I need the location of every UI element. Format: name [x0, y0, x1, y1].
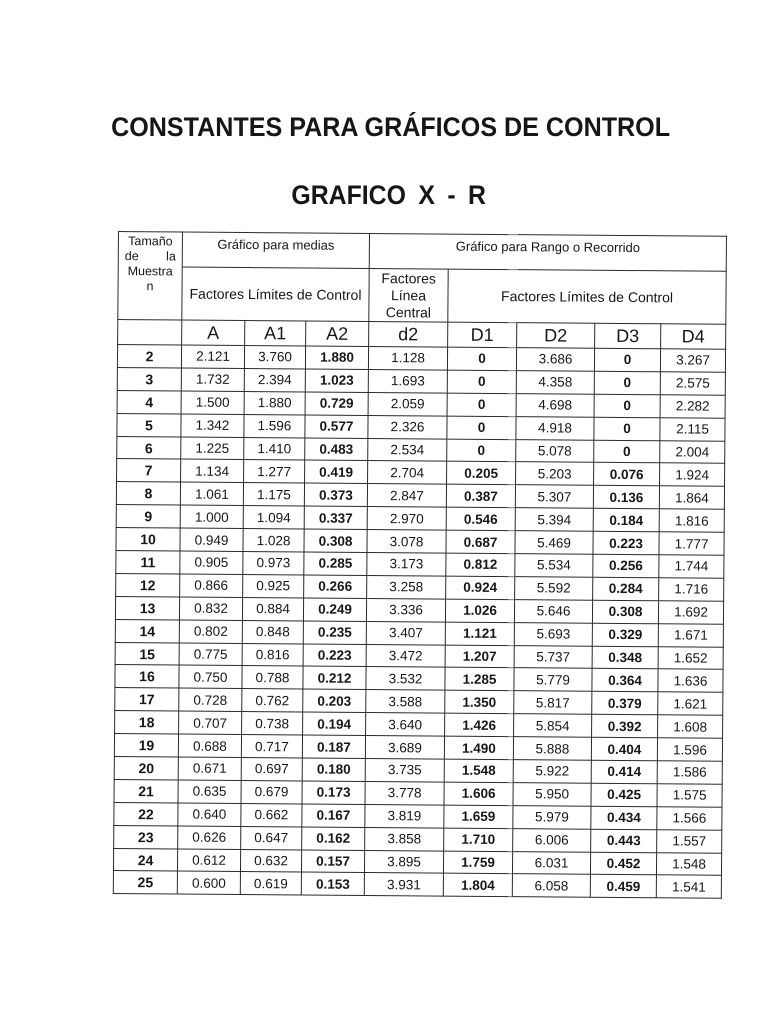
constant-value-cell: 0: [447, 347, 516, 370]
sample-size-cell: 20: [114, 757, 178, 780]
constant-value-cell: 3.532: [366, 667, 445, 691]
constant-value-cell: 1.350: [445, 690, 514, 713]
sample-size-cell: 16: [115, 665, 179, 688]
constant-value-cell: 3.173: [367, 552, 446, 576]
constant-value-cell: 0.136: [593, 486, 659, 509]
constant-value-cell: 0.905: [180, 551, 243, 574]
constant-value-cell: 4.698: [516, 393, 594, 417]
means-chart-group-header: Gráfico para medias: [182, 232, 369, 268]
constant-value-cell: 0.249: [303, 598, 366, 621]
sample-size-cell: 13: [115, 596, 179, 619]
constant-value-cell: 1.548: [656, 852, 721, 875]
constant-value-cell: 3.689: [365, 736, 444, 760]
constant-value-cell: 1.596: [657, 738, 722, 761]
constant-value-cell: 5.307: [515, 485, 593, 509]
constant-value-cell: 0.223: [593, 531, 659, 554]
constant-value-cell: 1.134: [181, 459, 244, 482]
constant-value-cell: 1.566: [657, 807, 722, 830]
constant-value-cell: 0.459: [590, 875, 656, 898]
column-header: D2: [517, 323, 595, 349]
constant-value-cell: 1.759: [443, 851, 512, 874]
constant-value-cell: 0: [594, 417, 660, 440]
constant-value-cell: 5.534: [515, 554, 593, 578]
constant-value-cell: 0.973: [243, 552, 304, 575]
sample-size-cell: 5: [117, 413, 181, 436]
constant-value-cell: 1.490: [444, 736, 513, 759]
constant-value-cell: 1.586: [657, 761, 722, 784]
constant-value-cell: 2.534: [368, 438, 447, 462]
constant-value-cell: 0.546: [446, 507, 515, 530]
sample-size-cell: 7: [117, 459, 181, 482]
constant-value-cell: 1.026: [445, 599, 514, 622]
column-header: d2: [369, 321, 448, 347]
constant-value-cell: 3.078: [367, 530, 446, 554]
empty-header-cell: [118, 320, 182, 346]
sample-size-cell: 4: [117, 390, 181, 413]
sample-size-header-line: de la: [124, 249, 176, 264]
constant-value-cell: 0.812: [446, 553, 515, 576]
constant-value-cell: 0.284: [593, 577, 659, 600]
sample-size-cell: 6: [117, 436, 181, 459]
constant-value-cell: 1.342: [181, 414, 244, 437]
constant-value-cell: 0.162: [302, 827, 365, 850]
constant-value-cell: 0: [594, 440, 660, 463]
constant-value-cell: 0.434: [591, 806, 657, 829]
constant-value-cell: 0.266: [304, 575, 367, 598]
constant-value-cell: 0.738: [242, 712, 303, 735]
constant-value-cell: 1.777: [659, 532, 724, 555]
constant-value-cell: 0.679: [241, 780, 302, 803]
constant-value-cell: 0.337: [304, 506, 367, 529]
constant-value-cell: 2.394: [244, 368, 305, 391]
constant-value-cell: 1.410: [244, 437, 305, 460]
constant-value-cell: 0.816: [242, 643, 303, 666]
sample-size-cell: 11: [116, 551, 180, 574]
constant-value-cell: 0.924: [446, 576, 515, 599]
constant-value-cell: 1.608: [658, 715, 723, 738]
table-body: [113, 345, 725, 899]
constant-value-cell: 3.931: [364, 873, 443, 897]
constant-value-cell: 0.364: [592, 669, 658, 692]
constant-value-cell: 4.358: [516, 371, 594, 395]
constants-table-wrapper: [113, 231, 727, 899]
column-header: A: [182, 320, 245, 345]
column-header: D1: [448, 322, 517, 348]
constant-value-cell: 5.854: [514, 714, 592, 738]
sample-size-cell: 18: [115, 711, 179, 734]
constant-value-cell: 0.717: [241, 735, 302, 758]
constant-value-cell: 0.600: [177, 871, 240, 894]
constant-value-cell: 3.686: [516, 348, 594, 372]
constant-value-cell: 0.223: [303, 644, 366, 667]
constant-value-cell: 0.212: [303, 666, 366, 689]
constant-value-cell: 2.282: [660, 395, 725, 418]
constant-value-cell: 1.621: [658, 692, 723, 715]
constant-value-cell: 0.577: [305, 415, 368, 438]
constant-value-cell: 2.847: [367, 484, 446, 508]
constant-value-cell: 2.970: [367, 507, 446, 531]
constant-value-cell: 0.925: [243, 574, 304, 597]
constant-value-cell: 1.500: [181, 391, 244, 414]
constant-value-cell: 3.778: [365, 781, 444, 805]
constant-value-cell: 1.175: [243, 483, 304, 506]
constant-value-cell: 5.950: [513, 783, 591, 807]
sample-size-cell: 2: [117, 345, 181, 368]
constant-value-cell: 0.425: [591, 783, 657, 806]
constant-value-cell: 3.472: [366, 644, 445, 668]
constant-value-cell: 0.167: [302, 804, 365, 827]
constant-value-cell: 0.612: [177, 849, 240, 872]
constant-value-cell: 1.121: [445, 622, 514, 645]
constant-value-cell: 2.326: [368, 415, 447, 439]
constant-value-cell: 1.557: [657, 829, 722, 852]
constant-value-cell: 0.285: [304, 552, 367, 575]
constant-value-cell: 2.121: [181, 345, 244, 368]
constant-value-cell: 1.023: [305, 369, 368, 392]
constant-value-cell: 0.788: [242, 666, 303, 689]
constant-value-cell: 1.880: [244, 391, 305, 414]
constant-value-cell: 0: [447, 439, 516, 462]
constant-value-cell: 1.652: [658, 646, 723, 669]
constant-value-cell: 1.285: [445, 668, 514, 691]
sample-size-cell: 21: [114, 779, 178, 802]
constant-value-cell: 0.688: [178, 734, 241, 757]
constant-value-cell: 0.153: [301, 872, 364, 895]
constant-value-cell: 5.922: [513, 760, 591, 784]
constant-value-cell: 0.662: [241, 803, 302, 826]
constant-value-cell: 0.832: [179, 597, 242, 620]
constant-value-cell: 0.949: [180, 528, 243, 551]
constant-value-cell: 1.094: [243, 506, 304, 529]
constant-value-cell: 0.687: [446, 530, 515, 553]
document-title: CONSTANTES PARA GRÁFICOS DE CONTROL: [111, 112, 671, 142]
constant-value-cell: 1.606: [444, 782, 513, 805]
constant-value-cell: 6.031: [512, 851, 590, 875]
constant-value-cell: 0.184: [593, 508, 659, 531]
constant-value-cell: 0: [447, 370, 516, 393]
constant-value-cell: 1.207: [445, 645, 514, 668]
constant-value-cell: 2.059: [368, 392, 447, 416]
constant-value-cell: 0.707: [179, 711, 242, 734]
constant-value-cell: 0.256: [593, 554, 659, 577]
constant-value-cell: 0.203: [303, 689, 366, 712]
constant-value-cell: 0.697: [241, 758, 302, 781]
constant-value-cell: 3.407: [366, 621, 445, 645]
constant-value-cell: 1.864: [659, 486, 724, 509]
constant-value-cell: 5.394: [515, 508, 593, 532]
constant-value-cell: 0.640: [178, 803, 241, 826]
constant-value-cell: 0.308: [304, 529, 367, 552]
constant-value-cell: 1.596: [244, 414, 305, 437]
column-header: A1: [245, 320, 306, 345]
constant-value-cell: 0.632: [240, 849, 301, 872]
sample-size-header-line: Tamaño: [128, 234, 173, 249]
constant-value-cell: 1.636: [658, 669, 723, 692]
sample-size-cell: 19: [114, 734, 178, 757]
constant-value-cell: 0.308: [592, 600, 658, 623]
constant-value-cell: 3.819: [365, 804, 444, 828]
table-row: [113, 871, 721, 899]
constant-value-cell: 6.058: [512, 874, 590, 898]
constant-value-cell: 0.671: [178, 757, 241, 780]
constant-value-cell: 1.000: [180, 505, 243, 528]
constant-value-cell: 0.762: [242, 689, 303, 712]
constant-value-cell: 0.775: [179, 643, 242, 666]
constant-value-cell: 3.760: [244, 345, 305, 368]
constant-value-cell: 0.884: [242, 597, 303, 620]
constant-value-cell: 0.387: [446, 484, 515, 507]
range-control-limit-factors-header: Factores Límites de Control: [448, 269, 726, 324]
constant-value-cell: 5.737: [514, 645, 592, 669]
constant-value-cell: 1.277: [244, 460, 305, 483]
constant-value-cell: 4.918: [516, 416, 594, 440]
sample-size-cell: 14: [115, 619, 179, 642]
constant-value-cell: 0.373: [304, 483, 367, 506]
constant-value-cell: 1.880: [305, 346, 368, 369]
constant-value-cell: 1.816: [659, 509, 724, 532]
sample-size-header-line: n: [146, 279, 154, 294]
constant-value-cell: 0.205: [447, 462, 516, 485]
constant-value-cell: 3.640: [366, 713, 445, 737]
constant-value-cell: 1.028: [243, 529, 304, 552]
constant-value-cell: 0.483: [305, 438, 368, 461]
constant-value-cell: 5.592: [515, 577, 593, 601]
sample-size-header: [118, 232, 183, 320]
constant-value-cell: 5.646: [514, 599, 592, 623]
constant-value-cell: 0.329: [592, 623, 658, 646]
constant-value-cell: 5.779: [514, 668, 592, 692]
constant-value-cell: 0: [447, 416, 516, 439]
constant-value-cell: 0.187: [302, 735, 365, 758]
constant-value-cell: 0.619: [240, 872, 301, 895]
constant-value-cell: 1.692: [658, 601, 723, 624]
constant-value-cell: 1.575: [657, 784, 722, 807]
sample-size-header-line: Muestra: [127, 264, 173, 279]
constant-value-cell: 1.716: [659, 578, 724, 601]
sample-size-cell: 23: [114, 825, 178, 848]
sample-size-cell: 15: [115, 642, 179, 665]
constant-value-cell: 2.704: [368, 461, 447, 485]
constant-value-cell: 0.392: [592, 714, 658, 737]
central-line-factors-header: Factores Línea Central: [369, 268, 448, 322]
constant-value-cell: 0.443: [591, 829, 657, 852]
constant-value-cell: 2.004: [660, 440, 725, 463]
constant-value-cell: 1.732: [181, 368, 244, 391]
constant-value-cell: 5.888: [513, 737, 591, 761]
constant-value-cell: 0.866: [180, 574, 243, 597]
constant-value-cell: 5.817: [514, 691, 592, 715]
constant-value-cell: 0.635: [178, 780, 241, 803]
constant-value-cell: 0.647: [241, 826, 302, 849]
constant-value-cell: 1.671: [658, 623, 723, 646]
constant-value-cell: 0.180: [302, 758, 365, 781]
constant-value-cell: 0: [447, 393, 516, 416]
constant-value-cell: 0: [594, 394, 660, 417]
constant-value-cell: 1.710: [444, 828, 513, 851]
constant-value-cell: 3.258: [367, 575, 446, 599]
constant-value-cell: 0.802: [179, 620, 242, 643]
constant-value-cell: 5.693: [514, 622, 592, 646]
means-control-limit-factors-header: Factores Límites de Control: [182, 267, 369, 321]
column-header: D3: [595, 323, 661, 349]
sample-size-cell: 22: [114, 802, 178, 825]
constant-value-cell: 0.626: [178, 826, 241, 849]
constant-value-cell: 0.404: [591, 737, 657, 760]
constant-value-cell: 5.469: [515, 531, 593, 555]
constant-value-cell: 0.729: [305, 392, 368, 415]
constant-value-cell: 0.728: [179, 688, 242, 711]
constant-value-cell: 1.744: [659, 555, 724, 578]
constant-value-cell: 5.979: [513, 805, 591, 829]
constant-value-cell: 0.379: [592, 692, 658, 715]
sample-size-cell: 17: [115, 688, 179, 711]
constant-value-cell: 0.414: [591, 760, 657, 783]
sample-size-cell: 3: [117, 367, 181, 390]
constant-value-cell: 3.336: [366, 598, 445, 622]
constant-value-cell: 5.078: [516, 439, 594, 463]
constant-value-cell: 0.848: [242, 620, 303, 643]
constant-value-cell: 3.858: [365, 827, 444, 851]
constant-value-cell: 0: [594, 348, 660, 371]
constant-value-cell: 6.006: [513, 828, 591, 852]
column-header: D4: [661, 324, 726, 350]
constant-value-cell: 1.693: [368, 369, 447, 393]
constant-value-cell: 1.541: [656, 875, 721, 898]
sample-size-cell: 8: [116, 482, 180, 505]
constant-value-cell: 0.235: [303, 621, 366, 644]
range-chart-group-header: Gráfico para Rango o Recorrido: [369, 233, 726, 271]
constant-value-cell: 1.426: [445, 713, 514, 736]
constant-value-cell: 0.452: [590, 852, 656, 875]
constant-value-cell: 1.924: [660, 463, 725, 486]
sample-size-cell: 9: [116, 505, 180, 528]
constant-value-cell: 3.895: [364, 850, 443, 874]
constant-value-cell: 0.348: [592, 646, 658, 669]
column-header: A2: [306, 321, 369, 346]
constant-value-cell: 0.157: [301, 850, 364, 873]
constant-value-cell: 1.804: [443, 874, 512, 897]
constant-value-cell: 2.575: [660, 372, 725, 395]
constant-value-cell: 1.128: [368, 346, 447, 370]
constant-value-cell: 2.115: [660, 417, 725, 440]
constant-value-cell: 1.061: [180, 482, 243, 505]
constant-value-cell: 3.735: [365, 758, 444, 782]
constant-value-cell: 1.225: [181, 437, 244, 460]
document-subtitle: GRAFICO X - R: [291, 180, 486, 210]
constant-value-cell: 3.588: [366, 690, 445, 714]
sample-size-cell: 24: [113, 848, 177, 871]
constant-value-cell: 0.419: [305, 460, 368, 483]
constant-value-cell: 0.173: [302, 781, 365, 804]
sample-size-cell: 12: [116, 573, 180, 596]
constant-value-cell: 1.548: [444, 759, 513, 782]
constant-value-cell: 1.659: [444, 805, 513, 828]
constant-value-cell: 5.203: [516, 462, 594, 486]
sample-size-cell: 25: [113, 871, 177, 894]
constant-value-cell: 0: [594, 371, 660, 394]
constant-value-cell: 0.194: [303, 712, 366, 735]
constant-value-cell: 0.076: [594, 463, 660, 486]
control-chart-constants-table: [113, 231, 727, 899]
sample-size-cell: 10: [116, 528, 180, 551]
constant-value-cell: 0.750: [179, 665, 242, 688]
constant-value-cell: 3.267: [660, 349, 725, 372]
